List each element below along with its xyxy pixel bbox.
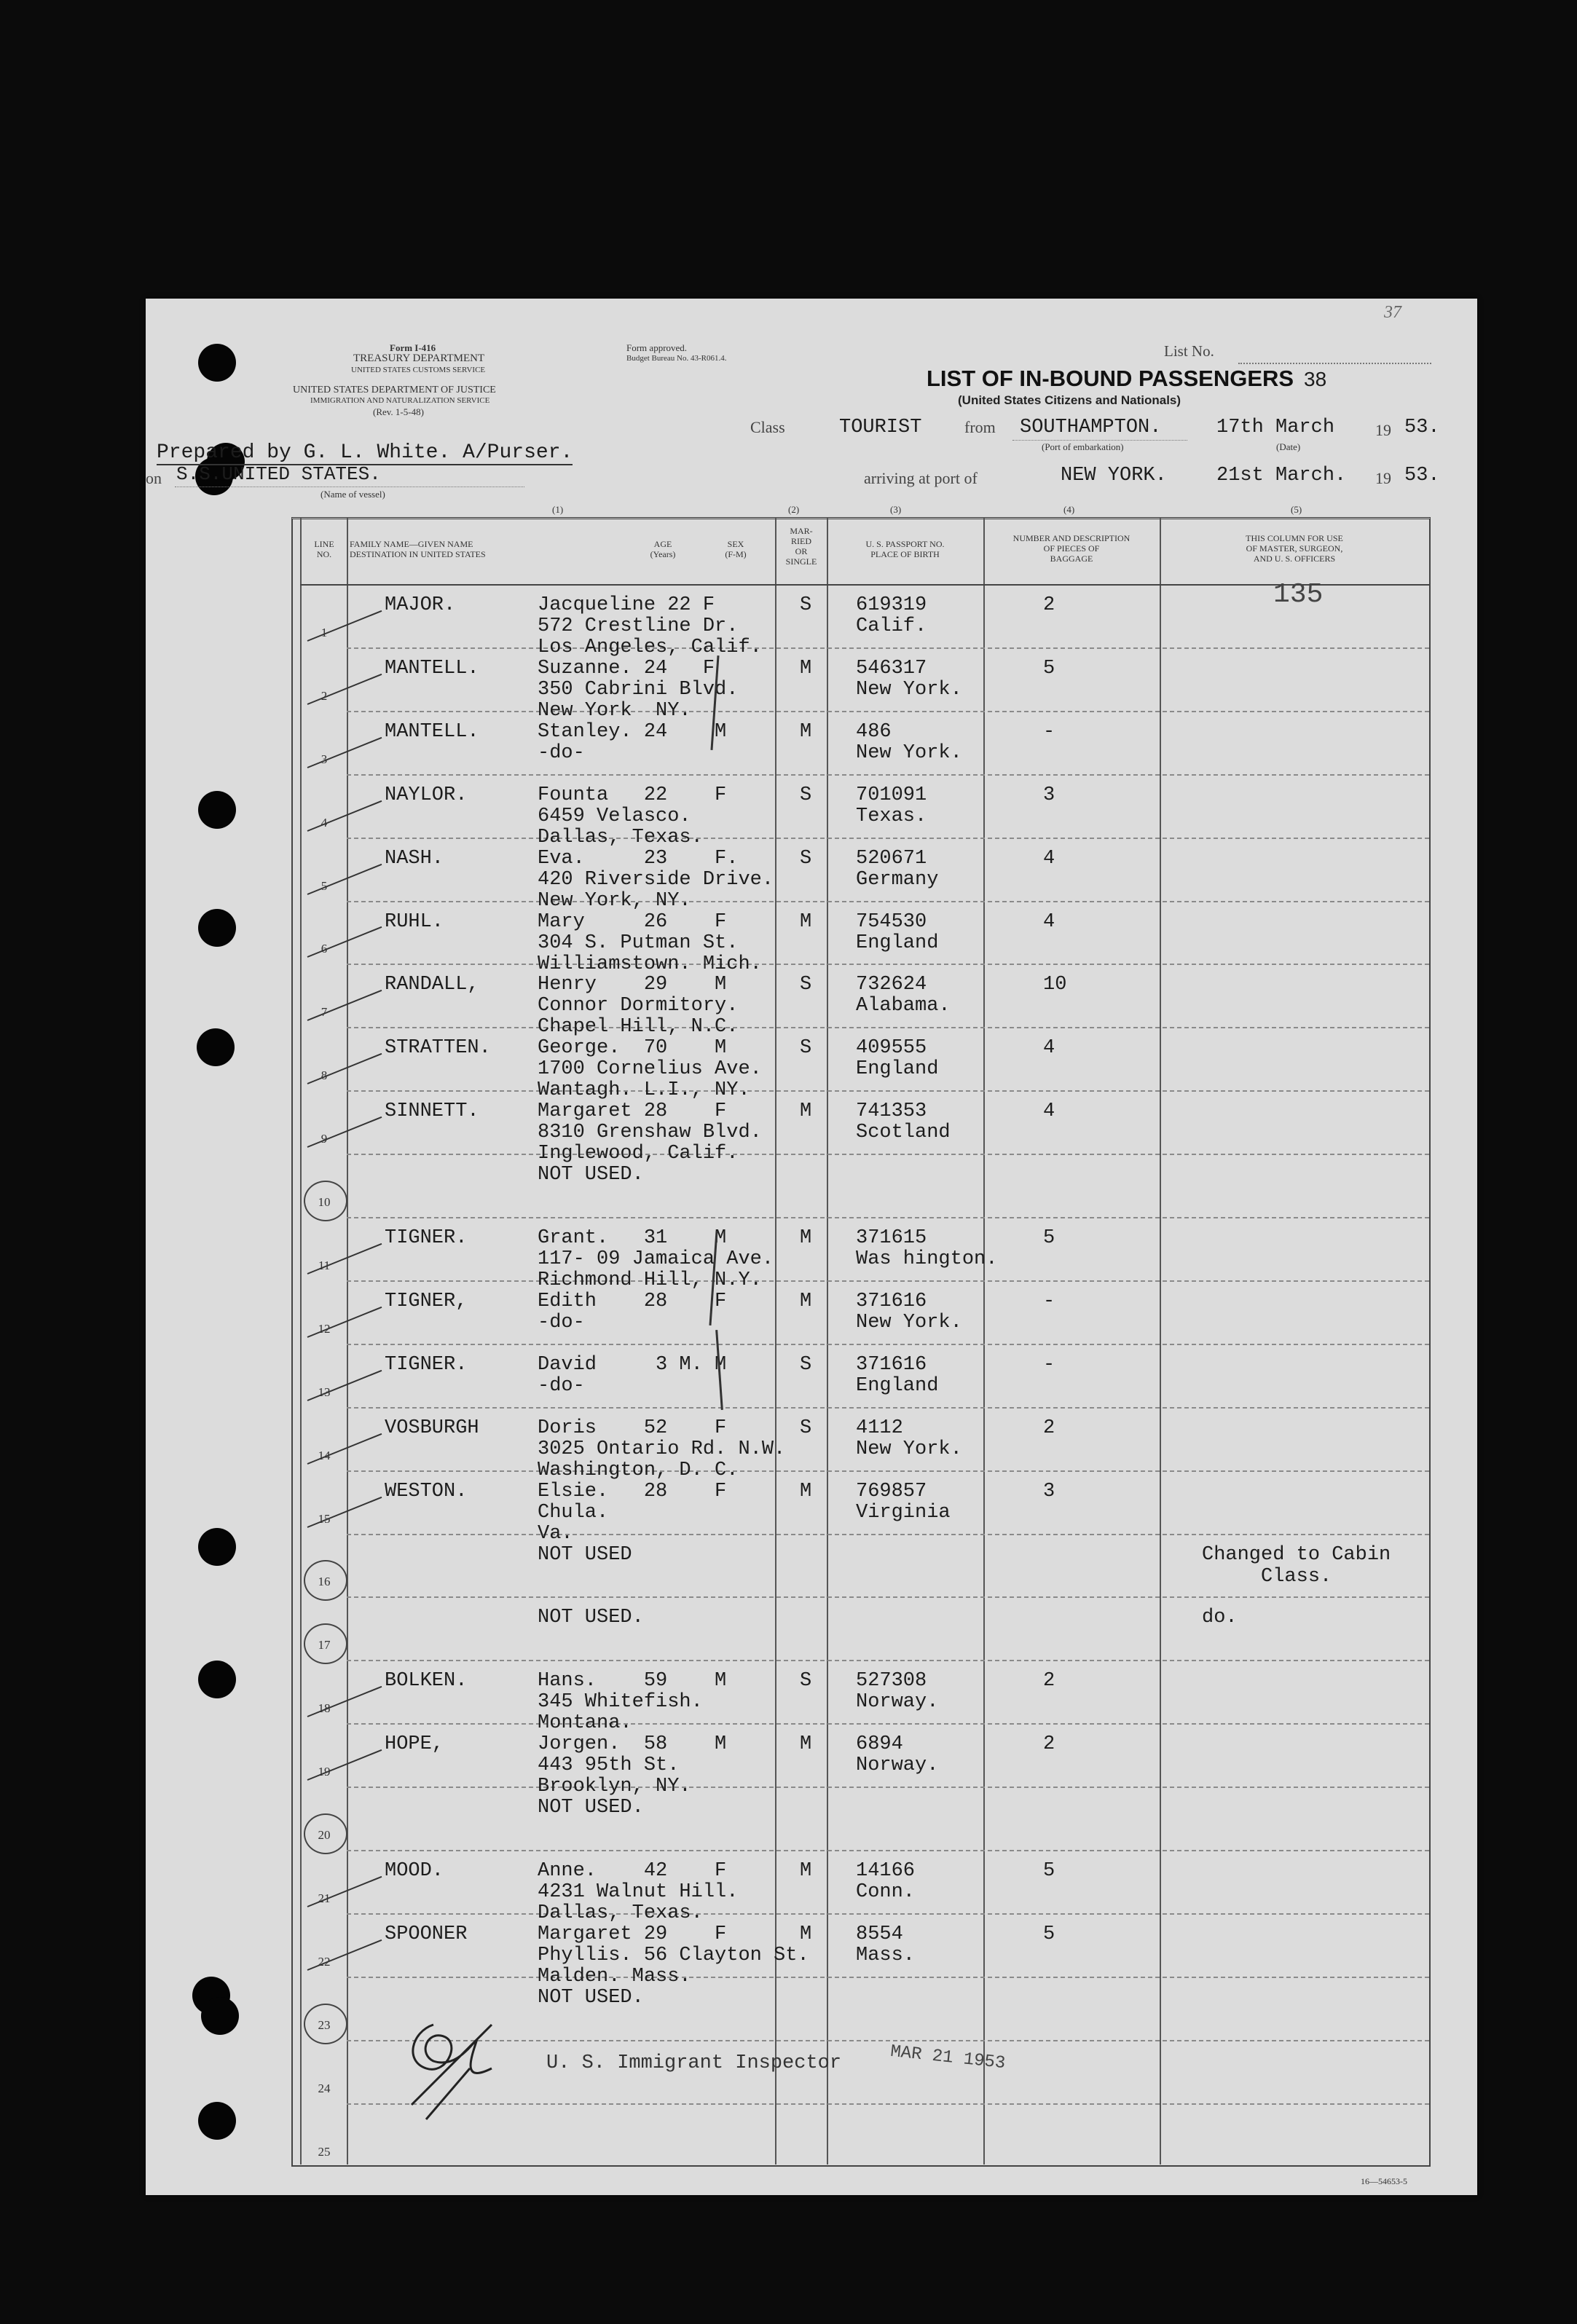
passport-number: 619319 bbox=[856, 594, 927, 616]
row-rule bbox=[347, 1660, 1429, 1661]
arrival-year: 53. bbox=[1404, 465, 1440, 487]
marital-status: S bbox=[800, 1670, 812, 1693]
place-of-birth: England bbox=[856, 931, 939, 954]
passport-number: 520671 bbox=[856, 847, 927, 870]
date-caption: (Date) bbox=[1276, 441, 1301, 452]
marital-status: M bbox=[800, 1100, 812, 1123]
form-approved: Form approved. bbox=[626, 342, 688, 353]
manifest-sheet bbox=[146, 299, 1477, 2195]
dept-treasury-sub: UNITED STATES CUSTOMS SERVICE bbox=[351, 366, 486, 374]
given-name-age-sex: NOT USED. bbox=[538, 1797, 644, 1819]
col-divider-baggage bbox=[983, 517, 985, 2165]
given-name-age-sex: NOT USED bbox=[538, 1543, 632, 1566]
passport-number: 4112 bbox=[856, 1417, 903, 1439]
class-label: Class bbox=[750, 418, 785, 436]
punch-hole bbox=[198, 1661, 236, 1698]
dept-justice-sub: IMMIGRATION AND NATURALIZATION SERVICE bbox=[310, 396, 490, 405]
baggage-count: 5 bbox=[1043, 657, 1055, 680]
departure-date: 17th March bbox=[1216, 417, 1335, 438]
family-name: SINNETT. bbox=[385, 1100, 479, 1123]
line-number: 8 bbox=[320, 1068, 328, 1083]
given-name-age-sex: Mary 26 F bbox=[538, 910, 727, 933]
line-number: 5 bbox=[320, 878, 328, 893]
address-line-2: Va. bbox=[538, 1522, 573, 1545]
departure-year: 53. bbox=[1404, 417, 1440, 438]
passport-number: 741353 bbox=[856, 1100, 927, 1123]
given-name-age-sex: NOT USED. bbox=[538, 1607, 644, 1629]
list-no-label: List No. bbox=[1164, 342, 1214, 360]
year-prefix-2: 19 bbox=[1375, 469, 1391, 487]
given-name-age-sex: Doris 52 F bbox=[538, 1417, 727, 1439]
budget-bureau: Budget Bureau No. 43-R061.4. bbox=[626, 354, 727, 363]
marital-status: S bbox=[800, 1037, 812, 1060]
remarks-note: Changed to Cabin Class. bbox=[1202, 1543, 1391, 1588]
row-rule bbox=[347, 1027, 1429, 1028]
marital-status: S bbox=[800, 594, 812, 616]
family-name: STRATTEN. bbox=[385, 1037, 491, 1060]
line-number: 20 bbox=[318, 1828, 331, 1842]
line-number: 3 bbox=[320, 752, 328, 766]
baggage-count: 5 bbox=[1043, 1227, 1055, 1249]
family-name: VOSBURGH bbox=[385, 1417, 479, 1439]
embarkation-port: SOUTHAMPTON. bbox=[1020, 417, 1162, 438]
place-of-birth: Alabama. bbox=[856, 995, 951, 1017]
address-line-1: 443 95th St. bbox=[538, 1754, 680, 1777]
address-line-2: New York, NY. bbox=[538, 889, 691, 912]
circled-line-number bbox=[304, 1560, 347, 1601]
given-name-age-sex: Jacqueline 22 F bbox=[538, 594, 715, 616]
address-line-2: Los Angeles, Calif. bbox=[538, 637, 762, 658]
family-name: SPOONER bbox=[385, 1923, 468, 1945]
given-name-age-sex: Stanley. 24 M bbox=[538, 720, 727, 743]
punch-hole bbox=[198, 909, 236, 947]
baggage-count: - bbox=[1043, 720, 1055, 743]
given-name-age-sex: David 3 M. M bbox=[538, 1353, 727, 1376]
marital-status: M bbox=[800, 1860, 812, 1882]
address-line-2: Dallas, Texas. bbox=[538, 826, 703, 848]
row-rule bbox=[347, 1787, 1429, 1788]
address-line-1: 3025 Ontario Rd. N.W. bbox=[538, 1438, 786, 1460]
year-prefix-1: 19 bbox=[1375, 421, 1391, 439]
address-line-1: 6459 Velasco. bbox=[538, 805, 691, 827]
family-name: TIGNER, bbox=[385, 1290, 468, 1312]
line-number: 17 bbox=[318, 1638, 331, 1653]
row-rule bbox=[347, 1596, 1429, 1598]
corner-note: 37 bbox=[1384, 303, 1401, 322]
circled-line-number bbox=[304, 2004, 347, 2044]
dept-justice: UNITED STATES DEPARTMENT OF JUSTICE bbox=[293, 385, 496, 395]
address-line-2: New York NY. bbox=[538, 699, 691, 722]
address-line-2: Wantagh. L.I., NY. bbox=[538, 1079, 750, 1102]
on-label: on bbox=[146, 469, 162, 487]
address-line-1: -do- bbox=[538, 1311, 585, 1334]
place-of-birth: England bbox=[856, 1058, 939, 1081]
passport-number: 371616 bbox=[856, 1290, 927, 1312]
place-of-birth: Texas. bbox=[856, 805, 927, 827]
circled-line-number bbox=[304, 1181, 347, 1221]
address-line-1: 8310 Grenshaw Blvd. bbox=[538, 1122, 762, 1144]
marital-status: S bbox=[800, 1353, 812, 1376]
address-line-2: Brooklyn, NY. bbox=[538, 1776, 691, 1798]
col-header-line: LINE NO. bbox=[314, 539, 334, 559]
line-number: 21 bbox=[318, 1891, 331, 1905]
row-rule bbox=[347, 901, 1429, 902]
passport-number: 546317 bbox=[856, 657, 927, 680]
list-number: 38 bbox=[1304, 368, 1327, 390]
baggage-count: 5 bbox=[1043, 1923, 1055, 1945]
circled-line-number bbox=[304, 1623, 347, 1664]
vessel-caption: (Name of vessel) bbox=[320, 489, 385, 500]
family-name: MAJOR. bbox=[385, 594, 456, 616]
line-number: 19 bbox=[318, 1765, 331, 1779]
given-name-age-sex: George. 70 M bbox=[538, 1037, 727, 1060]
baggage-count: 2 bbox=[1043, 1670, 1055, 1693]
line-number: 9 bbox=[320, 1132, 328, 1146]
family-name: MANTELL. bbox=[385, 657, 479, 680]
address-line-2: Chapel Hill, N.C. bbox=[538, 1016, 739, 1039]
family-name: NAYLOR. bbox=[385, 784, 468, 806]
punch-hole bbox=[201, 1997, 239, 2035]
given-name-age-sex: Hans. 59 M bbox=[538, 1670, 727, 1693]
marital-status: S bbox=[800, 784, 812, 806]
family-name: MANTELL. bbox=[385, 720, 479, 743]
address-line-1: 4231 Walnut Hill. bbox=[538, 1881, 739, 1903]
port-embark-caption: (Port of embarkation) bbox=[1042, 441, 1124, 452]
address-line-1: -do- bbox=[538, 741, 585, 764]
given-name-age-sex: Edith 28 F bbox=[538, 1290, 727, 1312]
row-rule bbox=[347, 1977, 1429, 1978]
address-line-2: Dallas, Texas. bbox=[538, 1902, 703, 1924]
marital-status: M bbox=[800, 720, 812, 743]
address-line-2: Washington, D. C. bbox=[538, 1459, 739, 1481]
row-rule bbox=[347, 1850, 1429, 1851]
row-rule bbox=[347, 1154, 1429, 1155]
line-number: 10 bbox=[318, 1195, 331, 1209]
marital-status: S bbox=[800, 1417, 812, 1439]
col-header-age: AGE (Years) bbox=[650, 539, 676, 559]
line-number: 6 bbox=[320, 942, 328, 956]
baggage-count: 2 bbox=[1043, 1733, 1055, 1756]
col-num-4: (4) bbox=[1063, 504, 1075, 515]
punch-hole bbox=[198, 344, 236, 382]
passport-number: 732624 bbox=[856, 974, 927, 996]
arrival-date: 21st March. bbox=[1216, 465, 1347, 487]
col-header-baggage: NUMBER AND DESCRIPTION OF PIECES OF BAGGAGE bbox=[1012, 533, 1130, 564]
given-name-age-sex: Henry 29 M bbox=[538, 974, 727, 996]
place-of-birth: England bbox=[856, 1374, 939, 1397]
passport-number: 486 bbox=[856, 720, 892, 743]
place-of-birth: New York. bbox=[856, 678, 962, 701]
family-name: TIGNER. bbox=[385, 1227, 468, 1249]
table-border bbox=[300, 517, 302, 2165]
form-number: Form I-416 bbox=[390, 342, 436, 353]
baggage-count: 5 bbox=[1043, 1860, 1055, 1882]
arrival-port: NEW YORK. bbox=[1061, 465, 1167, 487]
given-name-age-sex: NOT USED. bbox=[538, 1164, 644, 1186]
stamp-number: 135 bbox=[1273, 579, 1324, 610]
family-name: BOLKEN. bbox=[385, 1670, 468, 1693]
row-rule bbox=[347, 1217, 1429, 1218]
place-of-birth: Norway. bbox=[856, 1691, 939, 1714]
family-name: TIGNER. bbox=[385, 1353, 468, 1376]
passport-number: 14166 bbox=[856, 1860, 916, 1882]
given-name-age-sex: Jorgen. 58 M bbox=[538, 1733, 727, 1756]
circled-line-number bbox=[304, 1813, 347, 1854]
form-revision: (Rev. 1-5-48) bbox=[373, 406, 424, 417]
punch-hole bbox=[197, 1028, 235, 1066]
row-rule bbox=[347, 1913, 1429, 1915]
punch-hole bbox=[198, 1528, 236, 1566]
given-name-age-sex: Grant. 31 M bbox=[538, 1227, 727, 1249]
address-line-1: Phyllis. 56 Clayton St. bbox=[538, 1944, 809, 1966]
address-line-2: Montana. bbox=[538, 1712, 632, 1735]
line-number: 2 bbox=[320, 688, 328, 703]
inspector-signature bbox=[382, 1996, 514, 2127]
passport-number: 371615 bbox=[856, 1227, 927, 1249]
place-of-birth: Was hington. bbox=[856, 1248, 998, 1270]
passport-number: 527308 bbox=[856, 1670, 927, 1693]
address-line-1: 572 Crestline Dr. bbox=[538, 615, 739, 637]
line-number: 13 bbox=[318, 1384, 331, 1399]
row-rule bbox=[347, 838, 1429, 839]
given-name-age-sex: NOT USED. bbox=[538, 1986, 644, 2009]
col-divider-passport bbox=[827, 517, 828, 2165]
marital-status: S bbox=[800, 847, 812, 870]
family-name: NASH. bbox=[385, 847, 444, 870]
line-number: 22 bbox=[318, 1954, 331, 1969]
marital-status: M bbox=[800, 1290, 812, 1312]
passport-number: 371616 bbox=[856, 1353, 927, 1376]
baggage-count: 4 bbox=[1043, 1037, 1055, 1060]
address-line-1: Chula. bbox=[538, 1501, 609, 1524]
passport-number: 754530 bbox=[856, 910, 927, 933]
place-of-birth: Calif. bbox=[856, 615, 927, 637]
address-line-1: 345 Whitefish. bbox=[538, 1691, 703, 1714]
passport-number: 6894 bbox=[856, 1733, 903, 1756]
given-name-age-sex: Suzanne. 24 F bbox=[538, 657, 715, 680]
marital-status: S bbox=[800, 974, 812, 996]
from-line bbox=[1012, 440, 1187, 441]
address-line-1: 304 S. Putman St. bbox=[538, 931, 739, 954]
class-value: TOURIST bbox=[839, 417, 922, 438]
row-rule bbox=[347, 1407, 1429, 1409]
col-header-remarks: THIS COLUMN FOR USE OF MASTER, SURGEON, AND U. S. OFFICERS bbox=[1246, 533, 1343, 564]
passport-number: 8554 bbox=[856, 1923, 903, 1945]
address-line-1: Connor Dormitory. bbox=[538, 995, 739, 1017]
address-line-1: -do- bbox=[538, 1374, 585, 1397]
from-label: from bbox=[964, 418, 996, 436]
line-number: 7 bbox=[320, 1005, 328, 1020]
line-number: 1 bbox=[320, 625, 328, 639]
line-number: 18 bbox=[318, 1701, 331, 1716]
family-name: HOPE, bbox=[385, 1733, 444, 1756]
address-line-2: Williamstown. Mich. bbox=[538, 953, 762, 975]
manifest-table bbox=[291, 517, 1431, 2167]
line-number: 15 bbox=[318, 1511, 331, 1526]
list-no-line bbox=[1238, 363, 1431, 364]
address-line-1: 117- 09 Jamaica Ave. bbox=[538, 1248, 774, 1270]
row-rule bbox=[347, 1344, 1429, 1345]
col-divider-remarks bbox=[1160, 517, 1161, 2165]
place-of-birth: New York. bbox=[856, 1438, 962, 1460]
place-of-birth: Germany bbox=[856, 868, 939, 891]
given-name-age-sex: Founta 22 F bbox=[538, 784, 727, 806]
punch-hole bbox=[198, 2102, 236, 2140]
row-rule bbox=[347, 1090, 1429, 1092]
row-rule bbox=[347, 774, 1429, 776]
line-number: 24 bbox=[318, 2081, 331, 2095]
line-number: 16 bbox=[318, 1575, 331, 1589]
col-header-sex: SEX (F-M) bbox=[725, 539, 747, 559]
marital-status: M bbox=[800, 657, 812, 680]
place-of-birth: Mass. bbox=[856, 1944, 916, 1966]
baggage-count: - bbox=[1043, 1290, 1055, 1312]
passport-number: 701091 bbox=[856, 784, 927, 806]
col-num-2: (2) bbox=[788, 504, 800, 515]
given-name-age-sex: Elsie. 28 F bbox=[538, 1480, 727, 1502]
place-of-birth: New York. bbox=[856, 1311, 962, 1334]
given-name-age-sex: Margaret 28 F bbox=[538, 1100, 727, 1123]
header-divider bbox=[300, 584, 1429, 586]
line-number: 23 bbox=[318, 2017, 331, 2032]
baggage-count: 2 bbox=[1043, 594, 1055, 616]
address-line-2: Malden. Mass. bbox=[538, 1965, 691, 1988]
row-rule bbox=[347, 1723, 1429, 1725]
vessel-name: S.S.UNITED STATES. bbox=[176, 463, 381, 485]
arriving-label: arriving at port of bbox=[864, 469, 978, 487]
family-name: RUHL. bbox=[385, 910, 444, 933]
line-number: 14 bbox=[318, 1448, 331, 1462]
col-divider-married bbox=[775, 517, 776, 2165]
remarks-note: do. bbox=[1202, 1607, 1238, 1629]
marital-status: M bbox=[800, 1480, 812, 1502]
col-divider-line bbox=[347, 517, 348, 2165]
baggage-count: 3 bbox=[1043, 784, 1055, 806]
marital-status: M bbox=[800, 1923, 812, 1945]
family-name: MOOD. bbox=[385, 1860, 444, 1882]
baggage-count: 2 bbox=[1043, 1417, 1055, 1439]
given-name-age-sex: Anne. 42 F bbox=[538, 1860, 727, 1882]
address-line-2: Richmond Hill, N.Y. bbox=[538, 1269, 762, 1291]
row-rule bbox=[347, 964, 1429, 965]
inspector-date-stamp: MAR 21 1953 bbox=[889, 2041, 1007, 2074]
col-num-5: (5) bbox=[1291, 504, 1302, 515]
row-rule bbox=[347, 1470, 1429, 1472]
place-of-birth: Scotland bbox=[856, 1122, 951, 1144]
line-number: 11 bbox=[318, 1258, 331, 1272]
passport-number: 409555 bbox=[856, 1037, 927, 1060]
passport-number: 769857 bbox=[856, 1480, 927, 1502]
col-header-passport: U. S. PASSPORT NO. PLACE OF BIRTH bbox=[865, 539, 945, 559]
address-line-1: 1700 Cornelius Ave. bbox=[538, 1058, 762, 1081]
place-of-birth: Norway. bbox=[856, 1754, 939, 1777]
family-name: WESTON. bbox=[385, 1480, 468, 1502]
page-subtitle: (United States Citizens and Nationals) bbox=[958, 393, 1181, 407]
marital-status: M bbox=[800, 1227, 812, 1249]
row-rule bbox=[347, 1280, 1429, 1282]
marital-status: M bbox=[800, 910, 812, 933]
prepared-by: Prepared by G. L. White. A/Purser. bbox=[157, 441, 573, 464]
line-number: 12 bbox=[318, 1321, 331, 1336]
col-num-3: (3) bbox=[890, 504, 902, 515]
given-name-age-sex: Eva. 23 F. bbox=[538, 847, 739, 870]
place-of-birth: New York. bbox=[856, 741, 962, 764]
address-line-2: Inglewood, Calif. bbox=[538, 1143, 739, 1165]
baggage-count: - bbox=[1043, 1353, 1055, 1376]
row-rule bbox=[347, 647, 1429, 649]
marital-status: M bbox=[800, 1733, 812, 1756]
family-name: RANDALL, bbox=[385, 974, 479, 996]
baggage-count: 4 bbox=[1043, 1100, 1055, 1123]
address-line-1: 350 Cabrini Blvd. bbox=[538, 678, 739, 701]
footer-code: 16—54653-5 bbox=[1361, 2176, 1407, 2186]
punch-hole bbox=[198, 791, 236, 829]
col-header-name: FAMILY NAME—GIVEN NAME DESTINATION IN UNITED STATES bbox=[350, 539, 486, 559]
line-number: 4 bbox=[320, 815, 328, 830]
inspector-label: U. S. Immigrant Inspector bbox=[546, 2052, 842, 2074]
baggage-count: 10 bbox=[1043, 974, 1067, 996]
line-number: 25 bbox=[318, 2144, 331, 2159]
col-num-1: (1) bbox=[552, 504, 564, 515]
row-rule bbox=[347, 1534, 1429, 1535]
row-rule bbox=[347, 711, 1429, 712]
col-header-married: MAR- RIED OR SINGLE bbox=[785, 526, 817, 567]
dept-treasury: TREASURY DEPARTMENT bbox=[353, 352, 485, 364]
given-name-age-sex: Margaret 29 F bbox=[538, 1923, 727, 1945]
place-of-birth: Virginia bbox=[856, 1501, 951, 1524]
place-of-birth: Conn. bbox=[856, 1881, 916, 1903]
page-title: LIST OF IN-BOUND PASSENGERS bbox=[927, 366, 1294, 391]
address-line-1: 420 Riverside Drive. bbox=[538, 868, 774, 891]
baggage-count: 4 bbox=[1043, 910, 1055, 933]
baggage-count: 4 bbox=[1043, 847, 1055, 870]
baggage-count: 3 bbox=[1043, 1480, 1055, 1502]
